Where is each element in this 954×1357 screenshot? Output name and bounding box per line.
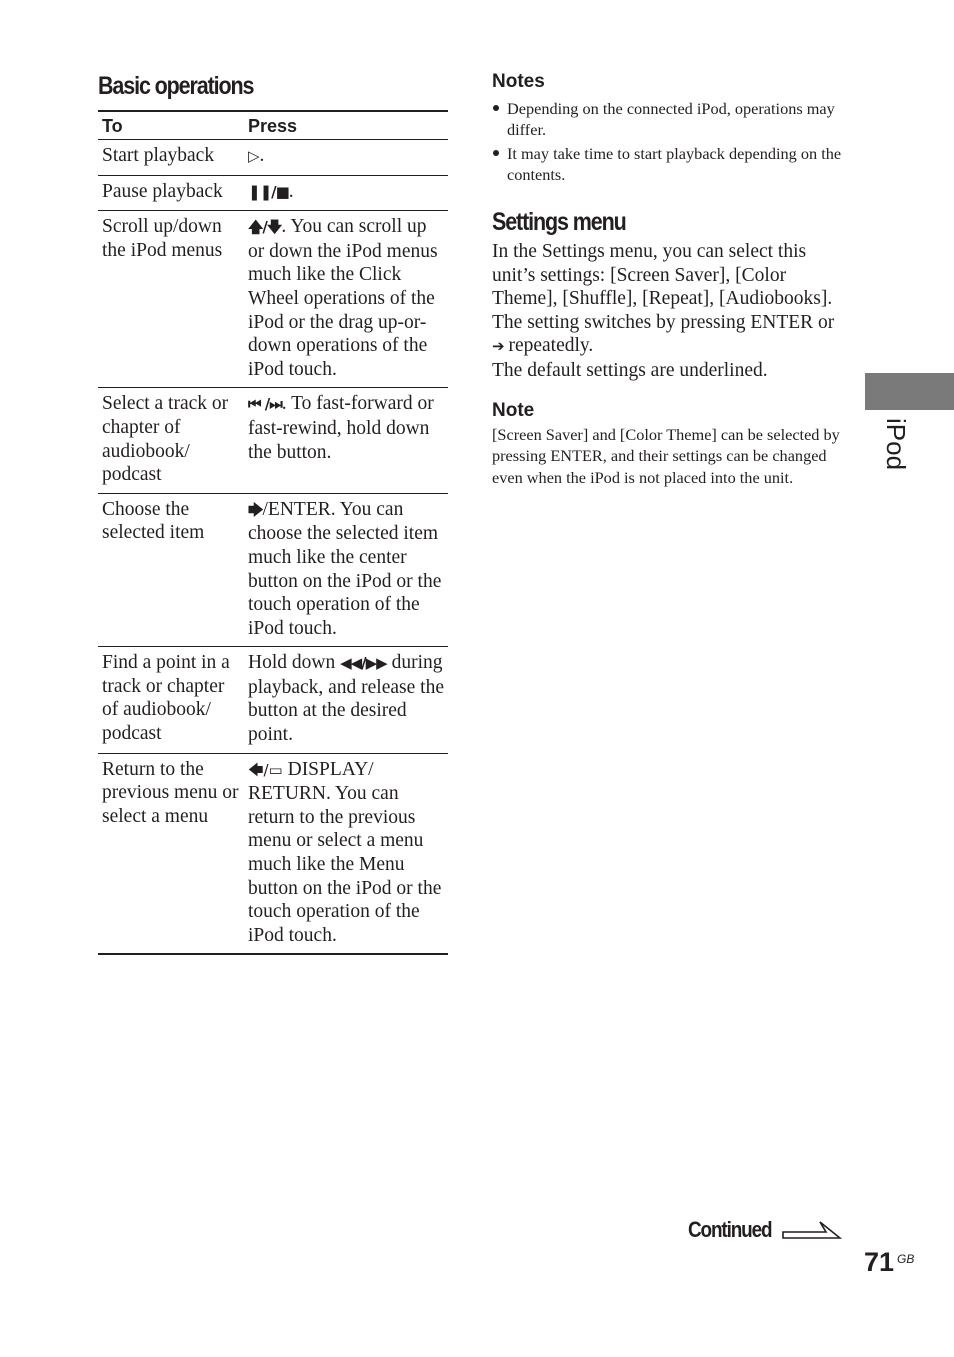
- notes-list: [492, 98, 842, 188]
- continued-arrow-icon: [782, 1218, 842, 1242]
- section-title-basic-operations: Basic operations: [98, 72, 254, 100]
- column-header-to: To: [98, 111, 244, 140]
- operations-table: [98, 110, 448, 955]
- cell-press: ▷.: [244, 140, 448, 176]
- table-row: [98, 388, 448, 493]
- cell-to: Return to the previous menu or select a menu: [98, 753, 244, 954]
- note-heading: Note: [492, 400, 535, 421]
- cell-to: Select a track or chapter of audiobook/ podcast: [98, 388, 244, 493]
- table-row: [98, 647, 448, 753]
- cell-to: Scroll up/down the iPod menus: [98, 211, 244, 388]
- table-row: [98, 175, 448, 211]
- cell-to: Pause playback: [98, 175, 244, 211]
- cell-press: 🡆/ENTER. You can choose the selected item much like the center button on the iPod or the touch operation of the iPod touch.: [244, 493, 448, 647]
- cell-to: Find a point in a track or chapter of audiobook/ podcast: [98, 647, 244, 753]
- cell-press: 🡄/▭ DISPLAY/ RETURN. You can return to the previous menu or select a menu much like the Menu button on the iPod or the touch operation of the iPod touch.: [244, 753, 448, 954]
- cell-press: 🡅/🡇. You can scroll up or down the iPod menus much like the Click Wheel operations of the iPod or the drag up-or-down operations of the iPod touch.: [244, 211, 448, 388]
- cell-press: Hold down ◀◀/▶▶ during playback, and release the button at the desired point.: [244, 647, 448, 753]
- play-icon: ▷: [248, 147, 260, 165]
- right-arrow-icon: ➔: [492, 337, 504, 356]
- continued-label: Continued: [688, 1217, 772, 1242]
- rewind-fast-forward-icon: ◀◀/▶▶: [340, 654, 387, 673]
- up-down-arrow-icon: 🡅/🡇: [248, 218, 282, 237]
- table-row: [98, 753, 448, 954]
- section-tab-label: iPod: [881, 418, 911, 471]
- pause-stop-icon: ❚❚/■: [248, 182, 289, 201]
- back-display-icon: 🡄/▭: [248, 760, 283, 779]
- list-item: Depending on the connected iPod, operations may differ.: [492, 98, 842, 140]
- page-region-code: GB: [897, 1252, 915, 1266]
- table-row: [98, 493, 448, 647]
- cell-to: Start playback: [98, 140, 244, 176]
- default-settings-text: The default settings are underlined.: [492, 360, 768, 381]
- table-row: [98, 140, 448, 176]
- page-number: 71: [864, 1247, 895, 1277]
- note-text: [Screen Saver] and [Color Theme] can be selected by pressing ENTER, and their settings can be changed even when the iPod is not placed into the unit.: [492, 425, 840, 487]
- notes-heading: Notes: [492, 71, 545, 92]
- table-row: [98, 211, 448, 388]
- table-header-row: [98, 111, 448, 140]
- skip-prev-next-icon: ⏮ /⏭: [248, 395, 282, 414]
- cell-press: ❚❚/■.: [244, 175, 448, 211]
- section-title-settings-menu: Settings menu: [492, 208, 626, 236]
- section-tab-marker: [865, 373, 954, 410]
- right-arrow-icon: 🡆: [248, 500, 263, 519]
- settings-description: In the Settings menu, you can select this unit’s settings: [Screen Saver], [Color Theme], [Shuffle], [Repeat], [Audiobooks]. The setting switches by pressing ENTER or ➔ repeatedly.: [492, 241, 835, 357]
- list-item: It may take time to start playback depending on the contents.: [492, 143, 842, 185]
- cell-press: ⏮ /⏭. To fast-forward or fast-rewind, hold down the button.: [244, 388, 448, 493]
- column-header-press: Press: [244, 111, 448, 140]
- cell-to: Choose the selected item: [98, 493, 244, 647]
